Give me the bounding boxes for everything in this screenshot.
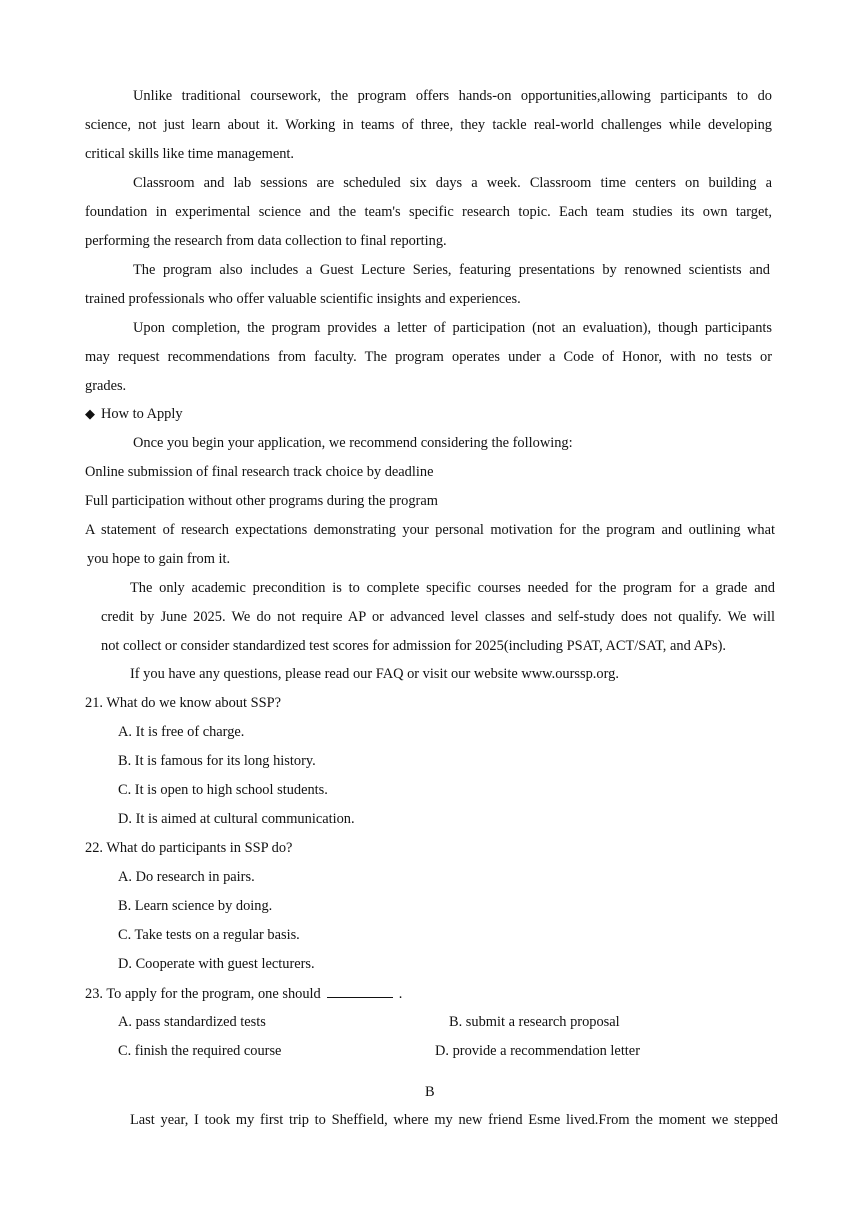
- question-21-option-a: A. It is free of charge.: [118, 724, 245, 740]
- paragraph-4-line-3: grades.: [85, 378, 127, 394]
- paragraph-2-line-3: performing the research from data collection to final reporting.: [85, 233, 447, 249]
- precondition-line-2: credit by June 2025. We do not require AP or advanced level classes and self-study does not qualify. We will: [101, 609, 775, 625]
- question-23-stem-text: 23. To apply for the program, one should: [85, 986, 321, 1002]
- question-21-option-d: D. It is aimed at cultural communication.: [118, 811, 355, 827]
- section-b-first-line: Last year, I took my first trip to Sheffield, where my new friend Esme lived.From the moment we stepped: [130, 1112, 778, 1128]
- question-21-option-c: C. It is open to high school students.: [118, 782, 328, 798]
- apply-item-1: Online submission of final research track choice by deadline: [85, 464, 434, 480]
- paragraph-1-line-2: science, not just learn about it. Working in teams of three, they tackle real-world challenges while developing: [85, 117, 772, 133]
- question-22-option-c: C. Take tests on a regular basis.: [118, 927, 300, 943]
- question-23-stem-end: .: [398, 986, 403, 1002]
- question-22-option-d: D. Cooperate with guest lecturers.: [118, 956, 315, 972]
- apply-intro: Once you begin your application, we recommend considering the following:: [133, 435, 573, 451]
- paragraph-4-line-2: may request recommendations from faculty. The program operates under a Code of Honor, with no tests or: [85, 349, 772, 365]
- question-23-option-c: C. finish the required course: [118, 1043, 282, 1059]
- diamond-bullet-icon: ◆: [85, 406, 95, 421]
- paragraph-2-line-2: foundation in experimental science and the team's specific research topic. Each team studies its own target,: [85, 204, 772, 220]
- question-21-stem: 21. What do we know about SSP?: [85, 695, 281, 711]
- question-23-option-b: B. submit a research proposal: [449, 1014, 620, 1030]
- paragraph-2-line-1: Classroom and lab sessions are scheduled six days a week. Classroom time centers on building a: [133, 175, 772, 191]
- question-22-option-a: A. Do research in pairs.: [118, 869, 255, 885]
- question-22-option-b: B. Learn science by doing.: [118, 898, 273, 914]
- question-23-stem: [85, 983, 402, 1004]
- contact-line: If you have any questions, please read our FAQ or visit our website www.ourssp.org.: [130, 666, 619, 682]
- paragraph-3-line-2: trained professionals who offer valuable scientific insights and experiences.: [85, 291, 521, 307]
- paragraph-1-line-1: Unlike traditional coursework, the program offers hands-on opportunities,allowing participants to do: [133, 88, 772, 104]
- apply-item-2: Full participation without other programs during the program: [85, 493, 438, 509]
- paragraph-3-line-1: The program also includes a Guest Lecture Series, featuring presentations by renowned scientists and: [133, 262, 770, 278]
- precondition-line-3: not collect or consider standardized test scores for admission for 2025(including PSAT, ACT/SAT, and APs).: [101, 638, 726, 654]
- paragraph-1-line-3: critical skills like time management.: [85, 146, 295, 162]
- paragraph-4-line-1: Upon completion, the program provides a letter of participation (not an evaluation), though participants: [133, 320, 772, 336]
- question-23-option-a: A. pass standardized tests: [118, 1014, 266, 1030]
- how-to-apply-title: How to Apply: [101, 406, 183, 422]
- how-to-apply-heading: [85, 404, 183, 424]
- question-23-option-d: D. provide a recommendation letter: [435, 1043, 640, 1059]
- question-22-stem: 22. What do participants in SSP do?: [85, 840, 293, 856]
- apply-statement-line-2: you hope to gain from it.: [87, 551, 231, 567]
- question-21-option-b: B. It is famous for its long history.: [118, 753, 316, 769]
- precondition-line-1: The only academic precondition is to complete specific courses needed for the program for a grade and: [130, 580, 775, 596]
- answer-blank: [327, 983, 393, 998]
- apply-statement-line-1: A statement of research expectations demonstrating your personal motivation for the program and outlining what: [85, 522, 775, 538]
- section-b-label: B: [425, 1084, 435, 1100]
